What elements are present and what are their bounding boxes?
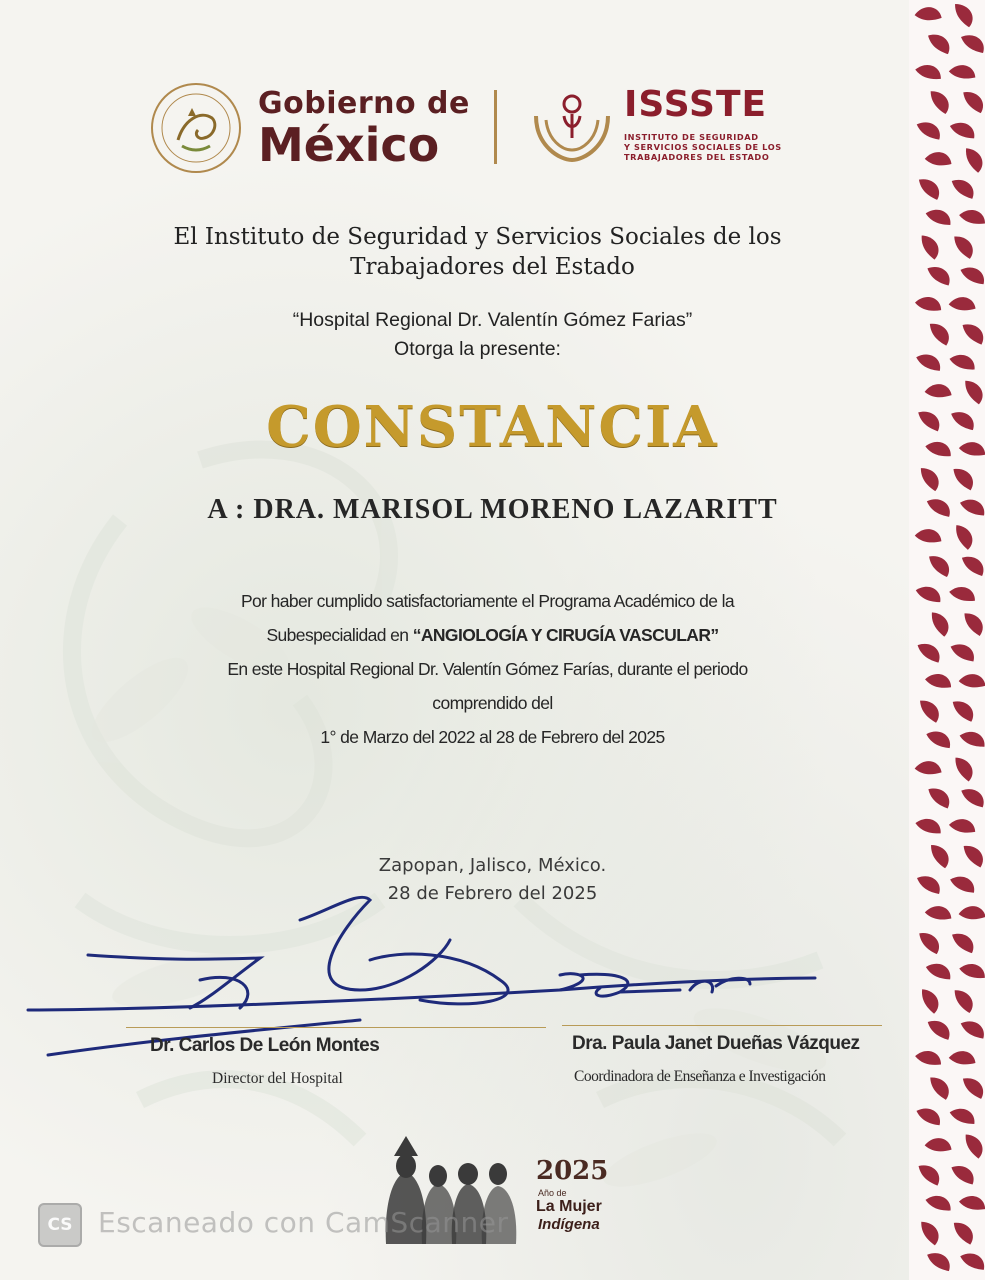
institution-name <box>0 222 985 282</box>
issste-subtitle <box>624 132 824 162</box>
certificate-title: CONSTANCIA <box>266 394 719 460</box>
gobierno-de-mexico-logo <box>258 88 470 170</box>
hospital-line1: “Hospital Regional Dr. Valentín Gómez Farias” <box>292 309 693 331</box>
badge-la-mujer: La Mujer <box>536 1198 602 1215</box>
right-signer-name: Dra. Paula Janet Dueñas Vázquez <box>572 1033 860 1054</box>
body-line5: 1° de Marzo del 2022 al 28 de Febrero del 2025 <box>320 727 665 747</box>
issste-sub-line2: Y SERVICIOS SOCIALES DE LOS <box>624 142 782 152</box>
body-line4: comprendido del <box>432 693 553 713</box>
header-logos <box>0 78 985 178</box>
body-line2-prefix: Subespecialidad en <box>266 625 413 645</box>
issste-name: ISSSTE <box>624 84 768 125</box>
body-line2 <box>0 618 985 652</box>
institution-line2: Trabajadores del Estado <box>350 254 635 280</box>
body-line3: En este Hospital Regional Dr. Valentín Gómez Farías, durante el periodo <box>227 659 748 679</box>
left-signer-role: Director del Hospital <box>212 1070 343 1087</box>
left-signer-name: Dr. Carlos De León Montes <box>150 1035 380 1056</box>
logo-divider <box>494 90 497 164</box>
camscanner-watermark: Escaneado con CamScanner <box>98 1206 509 1239</box>
institution-line1: El Instituto de Seguridad y Servicios Sociales de los <box>173 224 782 250</box>
place-date: 28 de Febrero del 2025 <box>387 883 598 904</box>
badge-year: 2025 <box>536 1156 609 1186</box>
badge-ano-de: Año de <box>538 1188 567 1198</box>
place-city: Zapopan, Jalisco, México. <box>378 855 607 876</box>
camscanner-logo-icon: CS <box>38 1203 82 1247</box>
certificate-body <box>0 584 985 754</box>
mexico-seal-icon <box>148 80 244 176</box>
right-signature-line <box>562 1025 882 1026</box>
body-line1: Por haber cumplido satisfactoriamente el Programa Académico de la <box>240 591 735 611</box>
right-signer-role: Coordinadora de Enseñanza e Investigación <box>574 1068 826 1085</box>
gob-line2: México <box>258 118 440 172</box>
issste-hands-icon <box>530 86 614 164</box>
specialty-name: “ANGIOLOGÍA Y CIRUGÍA VASCULAR” <box>412 625 719 645</box>
hospital-name <box>0 306 985 364</box>
recipient-name: A : DRA. MARISOL MORENO LAZARITT <box>207 494 778 525</box>
badge-indigena: Indígena <box>538 1216 600 1233</box>
issste-sub-line1: INSTITUTO DE SEGURIDAD <box>624 132 759 142</box>
gob-line1: Gobierno de <box>258 86 470 121</box>
hospital-line2: Otorga la presente: <box>394 338 561 360</box>
issste-sub-line3: TRABAJADORES DEL ESTADO <box>624 152 770 162</box>
left-signature-line <box>126 1027 546 1028</box>
